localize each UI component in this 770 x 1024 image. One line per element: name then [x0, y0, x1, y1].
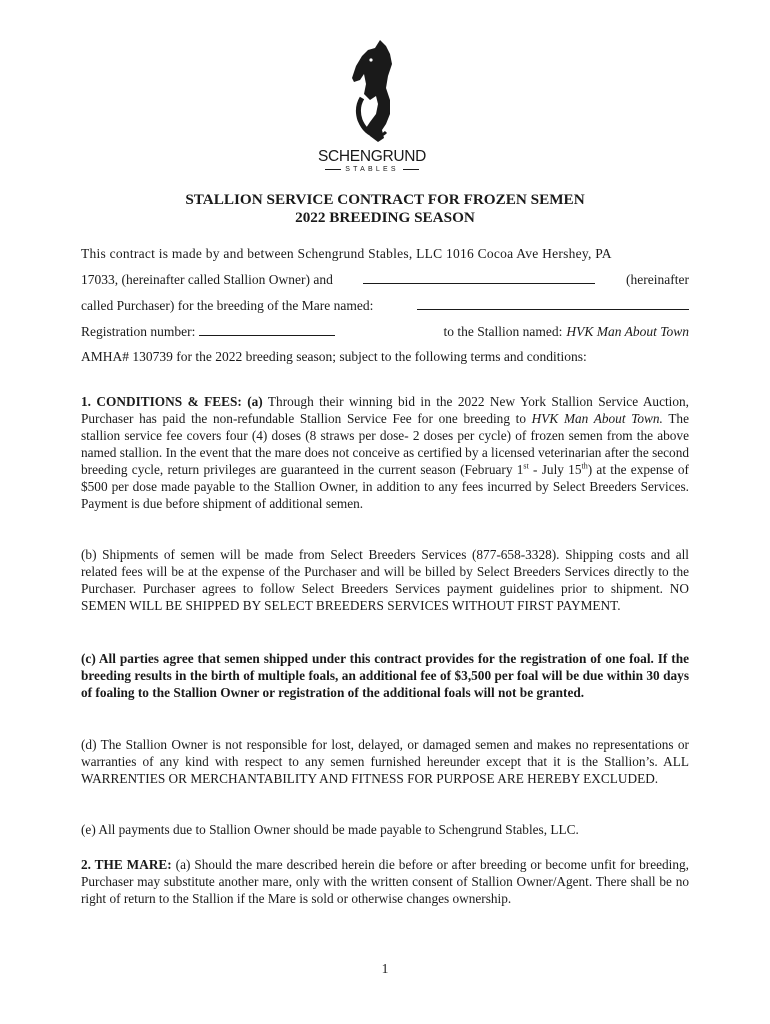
intro-line-3 [81, 297, 689, 315]
section-the-mare: 2. THE MARE: (a) Should the mare described herein die before or after breeding or become unfit for breeding, Purchaser may substitute another mare, only with the written consent of Stallion Owner/Agent. There shall be no right of return to the Stallion if the Mare is sold or otherwise changes ownership. [81, 857, 689, 906]
registration-number-blank[interactable] [199, 323, 335, 336]
stallion-owner-blank[interactable] [363, 271, 595, 284]
intro-line-1 [81, 245, 689, 263]
section-heading: 1. CONDITIONS & FEES: (a) [81, 394, 263, 409]
mare-name-blank[interactable] [417, 297, 689, 310]
logo-subtitle [310, 166, 434, 173]
page-number: 1 [381, 961, 389, 976]
logo-name: SCHENGRUND [317, 148, 427, 165]
intro-text: 17033, (hereinafter called Stallion Owner) and [81, 272, 333, 287]
clause-d: (d) The Stallion Owner is not responsible for lost, delayed, or damaged semen and makes no representations or warranties of any kind with respect to any semen furnished hereunder except that it is the Stallion’s. ALL WARRENTIES OR MERCHANTABILITY AND FITNESS FOR PURPOSE ARE HEREBY EXCLUDED. [81, 737, 689, 786]
document-subtitle: 2022 BREEDING SEASON [295, 209, 475, 226]
intro-text: Registration number: [81, 324, 196, 339]
clause-b: (b) Shipments of semen will be made from Select Breeders Services (877-658-3328). Shipping costs and all related fees will be at the expense of the Purchaser and will be billed by Select Breeders Services directly to the Purchaser. Purchaser agrees to follow Select Breeders Services payment guidelines prior to shipment. NO SEMEN WILL BE SHIPPED BY SELECT BREEDERS SERVICES WITHOUT FIRST PAYMENT. [81, 547, 689, 613]
intro-line-5 [81, 348, 689, 366]
intro-text: to the Stallion named: [443, 324, 563, 339]
logo-subtitle-text: STABLES [345, 166, 399, 173]
intro-text: (hereinafter [626, 272, 689, 287]
stallion-name: HVK Man About Town. [531, 411, 663, 426]
stallion-name: HVK Man About Town [566, 324, 689, 339]
document-title: STALLION SERVICE CONTRACT FOR FROZEN SEMEN [185, 191, 585, 208]
intro-line-4 [81, 323, 689, 341]
clause-e: (e) All payments due to Stallion Owner should be made payable to Schengrund Stables, LLC. [81, 822, 579, 837]
section-heading: 2. THE MARE: [81, 857, 172, 872]
divider [325, 169, 341, 170]
horse-head-icon [342, 38, 402, 146]
intro-line-2 [81, 271, 689, 289]
intro-text: This contract is made by and between Schengrund Stables, LLC 1016 Cocoa Ave Hershey, PA [81, 246, 612, 261]
divider [403, 169, 419, 170]
section-conditions-fees: 1. CONDITIONS & FEES: (a) Through their winning bid in the 2022 New York Stallion Service Auction, Purchaser has paid the non-refundable Stallion Service Fee for one breeding to HVK Man About Town. The stallion service fee covers four (4) doses (8 straws per dose- 2 doses per cycle) of frozen semen from the above named stallion. In the event that the mare does not conceive as certified by a licensed veterinarian after the second breeding cycle, return privileges are guaranteed in the current season (February 1st - July 15th) at the expense of $500 per dose made payable to the Stallion Owner, in addition to any fees incurred by Select Breeders Services. Payment is due before shipment of additional semen. [81, 394, 689, 511]
clause-c: (c) All parties agree that semen shipped under this contract provides for the registration of one foal. If the breeding results in the birth of multiple foals, an additional fee of $3,500 per foal will be due within 30 days of foaling to the Stallion Owner or registration of the additional foals will not be granted. [81, 651, 689, 700]
schengrund-logo [310, 38, 434, 184]
intro-text: called Purchaser) for the breeding of the Mare named: [81, 298, 374, 313]
intro-text: AMHA# 130739 for the 2022 breeding season; subject to the following terms and conditions: [81, 349, 587, 364]
